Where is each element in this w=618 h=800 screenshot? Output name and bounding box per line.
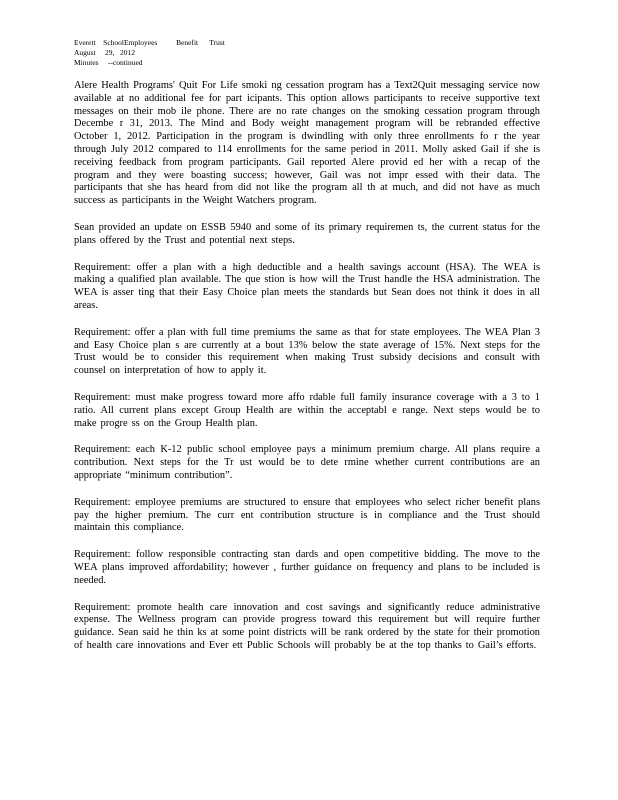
paragraph-requirement-premium-structure: Requirement: employee premiums are structured to ensure that employees who select richer benefit plans pay the higher premium. The curr ent contribution structure is in compliance and the Trust should maintain this compliance.: [74, 496, 540, 534]
header-minutes-continued: Minutes --continued: [74, 58, 143, 67]
paragraph-essb-5940-update: Sean provided an update on ESSB 5940 and some of its primary requiremen ts, the current status for the plans offered by the Trust and potential next steps.: [74, 221, 540, 246]
document-body: [74, 80, 540, 667]
paragraph-requirement-minimum-premium: Requirement: each K-12 public school employee pays a minimum premium charge. All plans require a contribution. Next steps for the Tr ust would be to dete rmine whether current contributions are an appropriate “minimum contribution”.: [74, 444, 540, 481]
paragraph-requirement-full-time-premiums: Requirement: offer a plan with full time premiums the same as that for state employees. The WEA Plan 3 and Easy Choice plan s are currently at a bout 13% below the state average of 15%. Next steps for the Trust would be to consider this requirement when making Trust subsidy decisions and consult with counsel on interpretation of how to apply it.: [74, 326, 540, 377]
page-header: [74, 38, 225, 68]
paragraph-requirement-innovation: Requirement: promote health care innovation and cost savings and significantly reduce administrative expense. The Wellness program can provide progress toward this requirement but will require further guidance. Sean said he thin ks at some point districts will be rank ordered by the state for their promotion of health care innovations and Ever ett Public Schools will probably be at the top thanks to Gail’s efforts.: [74, 601, 540, 651]
paragraph-alere-programs: Alere Health Programs' Quit For Life smoki ng cessation program has a Text2Quit messaging service now available at no additional fee for part icipants. This option allows participants to receive supportive text messages on their mob ile phone. There are no rate changes on the smoking cessation program through Decembe r 31, 2013. The Mind and Body weight management program will be rebranded effective October 1, 2012. Participation in the program is dwindling with only three enrollments fo r the year through July 2012 compared to 114 enrollments for the same period in 2011. Molly asked Gail if she is receiving feedback from program participants. Gail reported Alere provid ed her with a recap of the program and they were boasting success; however, Gail was not impr essed with their data. The participants that she has heard from did not like the program all th at much, and did not have as much success as participants in the Weight Watchers program.: [74, 80, 540, 207]
paragraph-requirement-family-coverage: Requirement: must make progress toward more affo rdable full family insurance coverage with a 3 to 1 ratio. All current plans except Group Health are within the acceptabl e range. Next steps would be to make progre ss on the Group Health plan.: [74, 391, 540, 429]
paragraph-requirement-hsa: Requirement: offer a plan with a high deductible and a health savings account (HSA). The WEA is making a qualified plan available. The que stion is how will the Trust handle the HSA administration. The WEA is asser ting that their Easy Choice plan meets the standards but Sean does not think it does in all areas.: [74, 261, 540, 311]
header-organization: Everett SchoolEmployees Benefit Trust: [74, 38, 225, 47]
header-date: August 29, 2012: [74, 48, 136, 57]
paragraph-requirement-contracting: Requirement: follow responsible contracting stan dards and open competitive bidding. The move to the WEA plans improved affordability; however , further guidance on frequency and plans to be included is needed.: [74, 549, 540, 586]
